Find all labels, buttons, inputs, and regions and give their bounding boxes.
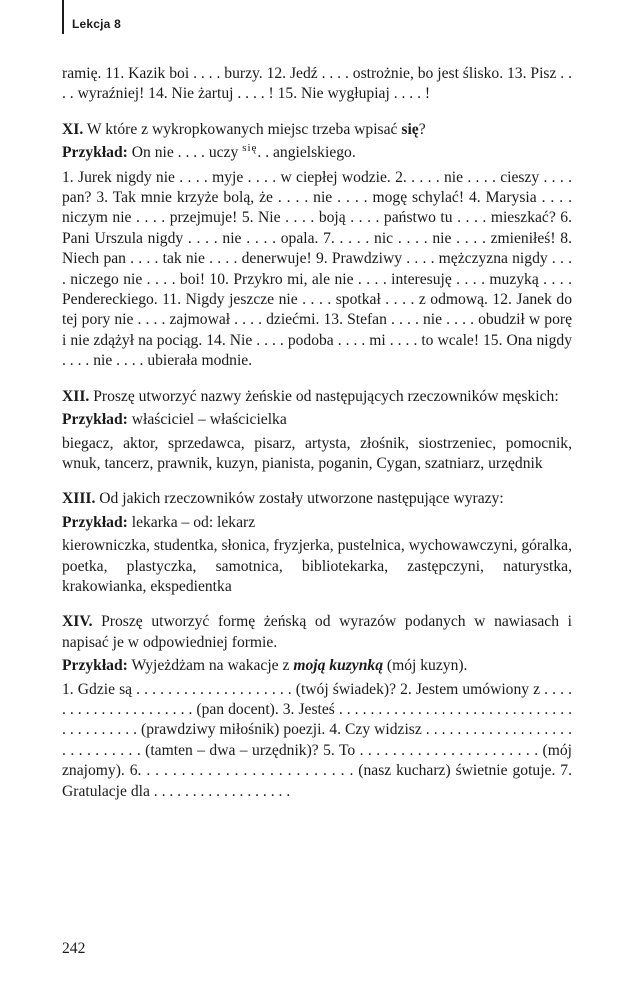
page-number: 242 — [62, 940, 86, 957]
exercise-11-body: 1. Jurek nigdy nie . . . . myje . . . . w ciepłej wodzie. 2. . . . . nie . . . . cieszy . . . . pan? 3. Tak mnie krzyże bolą, że . . . . nie . . . . mogę schylać! 4. Marysia . . . . niczym nie . . . . przejmuje! 5. Nie . . . . boją . . . . państwo tu . . . . mieszkać? 6. Pani Urszula nigdy . . . . nie . . . . opala. 7. . . . . nic . . . . nie . . . . zmieniłeś! 8. Niech pan . . . . tak nie . . . . denerwuje! 9. Prawdziwy . . . . mężczyzna nigdy . . . . niczego nie . . . . boi! 10. Przykro mi, ale nie . . . . interesuję . . . . muzyką . . . . Pendereckiego. 11. Nigdy jeszcze nie . . . . spotkał . . . . z odmową. 12. Janek do tej pory nie . . . . zajmował . . . . dziećmi. 13. Stefan . . . . nie . . . . obudził w porę i nie zdążył na pociąg. 14. Nie . . . . podoba . . . . mi . . . . to wcale! 15. Ona nigdy . . . . nie . . . . ubierała modnie. — [62, 168, 572, 370]
example-label: Przykład: — [62, 657, 128, 675]
margin-rule — [62, 0, 64, 34]
instruction-text: W które z wykropkowanych miejsc trzeba wpisać — [86, 120, 398, 138]
example-text-end: . . angielskiego. — [257, 144, 356, 162]
exercise-14-instruction — [62, 612, 572, 653]
exercise-13-example — [62, 513, 572, 533]
exercise-13-body: kierowniczka, studentka, słonica, fryzjerka, pustelnica, wychowawczyni, góralka, poetka, plastyczka, samotnica, bibliotekarka, zastępczyni, naturystka, krakowianka, ekspedientka — [62, 537, 572, 595]
exercise-number: XI. — [62, 120, 84, 138]
instruction-text: Proszę utworzyć formę żeńską od wyrazów podanych w nawiasach i napisać je w odpowiedniej formie. — [62, 613, 572, 651]
example-text: właściciel – właścicielka — [131, 411, 287, 429]
lesson-header: Lekcja 8 — [72, 17, 121, 31]
handwritten-answer: się — [242, 142, 258, 155]
example-label: Przykład: — [62, 411, 128, 429]
exercise-10-continuation: ramię. 11. Kazik boi . . . . burzy. 12. Jedź . . . . ostrożnie, bo jest ślisko. 13. Pisz . . . . wyraźniej! 14. Nie żartuj . . . . ! 15. Nie wygłupiaj . . . . ! — [62, 65, 572, 103]
instruction-keyword: się — [401, 120, 419, 138]
exercise-number: XIII. — [62, 490, 96, 508]
exercise-11-example — [62, 143, 572, 164]
exercise-12-body: biegacz, aktor, sprzedawca, pisarz, artysta, złośnik, siostrzeniec, pomocnik, wnuk, tancerz, prawnik, kuzyn, pianista, poganin, Cygan, szatniarz, urzędnik — [62, 434, 572, 472]
exercise-number: XII. — [62, 387, 90, 405]
example-label: Przykład: — [62, 513, 128, 531]
exercise-12-instruction — [62, 387, 572, 407]
exercise-number: XIV. — [62, 613, 93, 631]
exercise-12-example — [62, 410, 572, 430]
exercise-14-example — [62, 656, 572, 676]
example-emphasis: moją kuzynką — [293, 657, 383, 675]
example-label: Przykład: — [62, 144, 128, 162]
instruction-end: ? — [418, 120, 426, 138]
exercise-14-body: 1. Gdzie są . . . . . . . . . . . . . . . . . . . . (twój świadek)? 2. Jestem umówiony z . . . . . . . . . . . . . . . . . . . . . (pan docent). 3. Jesteś . . . . . . . . . . . . . . . . . . . . . . . . . . . . . . . . . . . . . . . . (prawdziwy miłośnik) poezji. 4. Czy widzisz . . . . . . . . . . . . . . . . . . . . . . . . . . . . . (tamten – dwa – urzędnik)? 5. To . . . . . . . . . . . . . . . . . . . . . . (mój znajomy). 6. . . . . . . . . . . . . . . . . . . . . . . . . (nasz kucharz) świetnie gotuje. 7. Gratulacje dla . . . . . . . . . . . . . . . . . . — [62, 680, 572, 800]
exercise-13-instruction — [62, 489, 572, 509]
example-text: Wyjeżdżam na wakacje z — [131, 657, 290, 675]
page-content — [62, 64, 572, 802]
example-text: On nie . . . . uczy — [131, 144, 239, 162]
example-text: lekarka – od: lekarz — [131, 513, 256, 531]
instruction-text: Od jakich rzeczowników zostały utworzone następujące wyrazy: — [99, 490, 504, 508]
exercise-11-instruction — [62, 120, 572, 140]
instruction-text: Proszę utworzyć nazwy żeńskie od następujących rzeczowników męskich: — [93, 387, 559, 405]
example-text-end: (mój kuzyn). — [386, 657, 468, 675]
